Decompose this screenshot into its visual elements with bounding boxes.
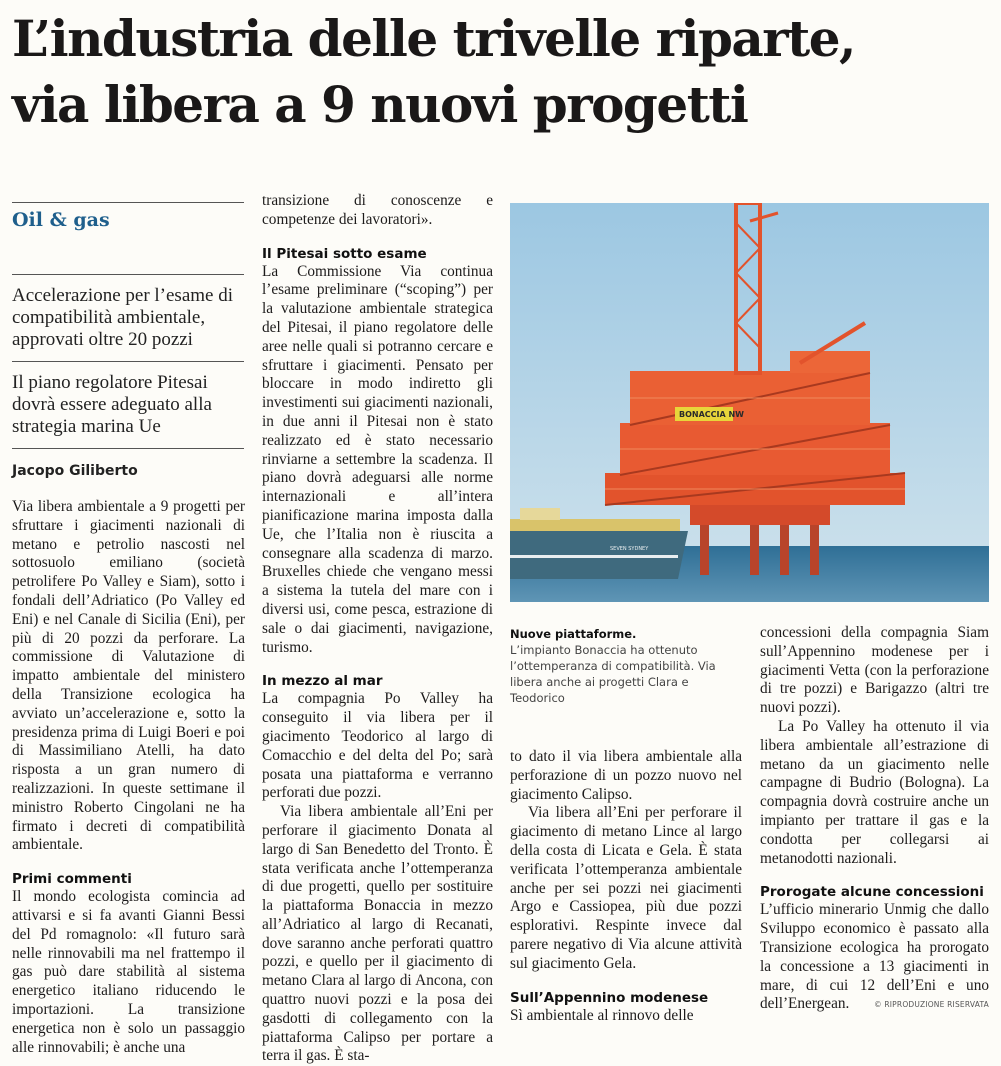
- paragraph: Via libera ambientale all’Eni per perforare il giacimento Donata al largo di San Benedetto del Tronto. È stata verificata anche l’ottemperanza di due progetti, quello per sostituire la piattaforma Bonaccia in mezzo all’Adriatico al largo di Recanati, dove saranno anche perforati quattro pozzi, e quello per il giacimento di metano Clara al largo di Ancona, con quattro nuovi pozzi e la posa dei gasdotti di collegamento con la piattaforma Calipso per portare a terra il gas. È sta-: [262, 803, 493, 1065]
- paragraph: La compagnia Po Valley ha conseguito il via libera per il giacimento Teodorico al largo di Comacchio e del delta del Po; sarà posata una piattaforma e verranno perforati due pozzi.: [262, 690, 493, 802]
- subheading-prorogate-concessioni: Prorogate alcune concessioni: [760, 884, 984, 901]
- kicker-bottom-rule: [12, 274, 244, 275]
- paragraph: L’ufficio minerario Unmig che dallo Sviluppo economico è passato alla Transizione ecologica ha prorogato la concessione a 13 giacimenti in mare, di cui 12 dell’Eni e uno dell’Energean.: [760, 901, 989, 1013]
- summary-1: Accelerazione per l’esame di compatibilità ambientale, approvati oltre 20 pozzi: [12, 285, 234, 350]
- photo-caption: [510, 626, 740, 706]
- copyright-notice: © RIPRODUZIONE RISERVATA: [874, 1000, 989, 1009]
- platform-name: BONACCIA NW: [679, 410, 744, 419]
- platform-lower-deck: [690, 503, 830, 525]
- ship-name: SEVEN SYDNEY: [610, 546, 649, 552]
- article-column-2: [262, 192, 493, 1066]
- subheading-appennino-modenese: Sull’Appennino modenese: [510, 989, 709, 1006]
- continued-paragraph: concessioni della compagnia Siam sull’Appennino modenese per i giacimenti Vetta (con la perforazione di tre pozzi) e Barigazzo (altri tre nuovi pozzi).: [760, 624, 989, 717]
- paragraph: La Commissione Via continua l’esame preliminare (“scoping”) per la valutazione ambientale strategica del Pitesai, il piano regolatore delle aree nelle quali si potranno cercare e sfruttare i giacimenti. Pensato per bloccare in modo indiretto gli investimenti sui giacimenti nazionali, in due anni il Pitesai non è stato realizzato ed è stato necessario rinviarne a settembre la scadenza. Il piano dovrà adeguarsi alle norme internazionali e all’intera pianificazione marina imposta dalla Ue, che l’Italia non è riuscita a consegnare alla scadenza di marzo. Bruxelles chiede che vengano messi a sistema la tutela del mare con i diversi usi, come pesca, estrazione di sale o dai giacimenti, navigazione, turismo.: [262, 262, 493, 656]
- headline-line-1: L’industria delle trivelle riparte,: [12, 9, 855, 68]
- subheading-primi-commenti: Primi commenti: [12, 871, 132, 888]
- continued-paragraph: to dato il via libera ambientale alla perforazione di un pozzo nuovo nel giacimento Calipso.: [510, 748, 742, 803]
- caption-text: L’impianto Bonaccia ha ottenuto l’ottemperanza di compatibilità. Via libera anche ai progetti Clara e Teodorico: [510, 643, 716, 705]
- summary-2: Il piano regolatore Pitesai dovrà essere adeguato alla strategia marina Ue: [12, 372, 212, 437]
- paragraph: Via libera all’Eni per perforare il giacimento di metano Lince al largo della costa di Licata e Gela. È stata verificata l’ottemperanza ambientale anche per sei pozzi nei giacimenti Argo e Cassiopea, più due pozzi esplorativi. Respinte invece dal parere negativo di Via alcune attività sul giacimento Gela.: [510, 804, 742, 972]
- platform-photo: [510, 203, 989, 602]
- subheading-in-mezzo-al-mar: In mezzo al mar: [262, 673, 383, 690]
- paragraph: Sì ambientale al rinnovo delle: [510, 1006, 694, 1024]
- article-column-1: [12, 498, 245, 1057]
- byline-rule: [12, 448, 244, 449]
- lead-paragraph: Via libera ambientale a 9 progetti per sfruttare i giacimenti nazionali di metano e petrolio nascosti nel sottosuolo emiliano (società petrolifere Po Valley e Siam), sotto i fondali dell’Adriatico (Po Valley ed Eni) e nel Canale di Sicilia (Eni), per più di 20 pozzi da perforare. La commissione di Valutazione di impatto ambientale del ministero della Transizione ecologica ha avviato un’accelerazione e, sotto la presidenza prima di Luigi Boeri e poi di Massimiliano Atelli, ha dato risposta a un gran numero di realizzazioni. In queste settimane il ministro Roberto Cingolani ne ha firmato i decreti di compatibilità ambientale.: [12, 498, 245, 854]
- headline: [12, 6, 992, 138]
- article-column-4: [760, 624, 989, 1014]
- subheading-pitesai: Il Pitesai sotto esame: [262, 245, 427, 262]
- byline: Jacopo Giliberto: [12, 463, 138, 479]
- paragraph: Il mondo ecologista comincia ad attivarsi e si fa avanti Gianni Bessi del Pd romagnolo: «Il futuro sarà nelle rinnovabili ma nel frattempo il gas può dare stabilità al sistema energetico italiano riducendo le importazioni. La transizione energetica non è solo un passaggio alle rinnovabili; è anche una: [12, 888, 245, 1056]
- article-column-3: [510, 748, 742, 1025]
- caption-title: Nuove piattaforme.: [510, 627, 637, 641]
- continued-paragraph: transizione di conoscenze e competenze dei lavoratori».: [262, 192, 493, 228]
- summary-divider: [12, 361, 244, 362]
- kicker-top-rule: [12, 202, 244, 203]
- paragraph: La Po Valley ha ottenuto il via libera ambientale all’estrazione di metano da un giacimento nelle campagne di Budrio (Bologna). La compagnia dovrà costruire anche un impianto per trattare il gas e la condotta per collegarsi ai metanodotti nazionali.: [760, 717, 989, 867]
- headline-line-2: via libera a 9 nuovi progetti: [12, 75, 748, 134]
- section-kicker: Oil & gas: [12, 209, 110, 231]
